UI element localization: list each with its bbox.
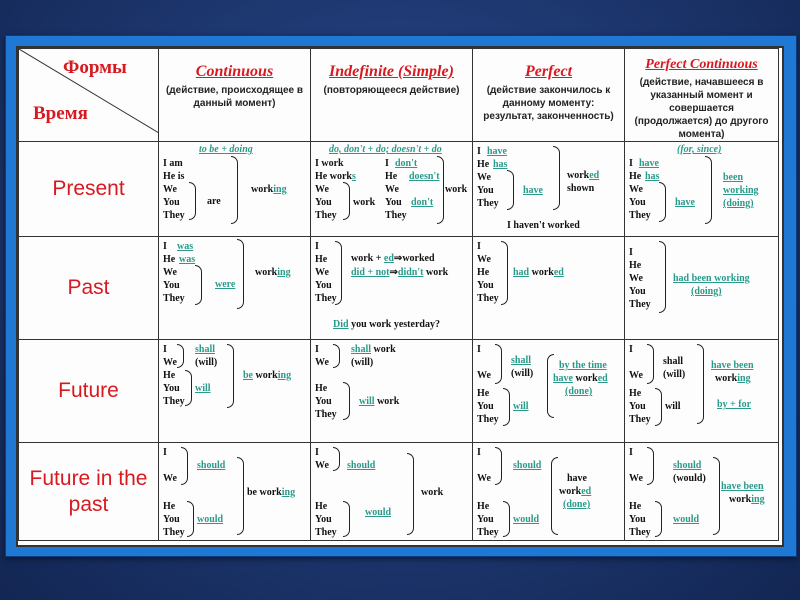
pronoun: He: [629, 501, 642, 512]
aux: will: [513, 401, 529, 412]
cell-future-simple: [311, 340, 473, 443]
cell-past-continuous: [159, 237, 311, 340]
pronoun: They: [315, 293, 337, 304]
verb: [559, 486, 591, 498]
pronoun: We: [477, 254, 491, 265]
time-label: Время: [33, 103, 88, 124]
verb-stem: work: [255, 267, 278, 278]
pronoun: I: [385, 158, 389, 169]
aspect-desc: (действие, начавшееся в указанный момент и совершается (продолжается) до другого момента): [634, 77, 769, 140]
aux: would: [673, 514, 700, 525]
suffix: ed: [553, 267, 564, 278]
header-indefinite: [311, 49, 473, 142]
aux: shall: [511, 355, 532, 366]
suffix: ed: [597, 373, 608, 384]
pronoun: I: [163, 447, 167, 458]
bracket: [553, 146, 560, 210]
pronoun: You: [477, 401, 494, 412]
bracket: [343, 182, 350, 220]
bracket: [547, 354, 554, 418]
aux-alt: (will): [195, 357, 218, 368]
aux: should: [197, 460, 226, 471]
suffix: ing: [277, 370, 292, 381]
verb: [715, 373, 751, 385]
bracket: [237, 457, 244, 535]
aux: would: [365, 507, 392, 518]
pronoun: We: [477, 370, 491, 381]
verb-stem: be work: [247, 487, 282, 498]
participle-alt: (done): [563, 499, 591, 510]
pronoun: They: [629, 414, 651, 425]
verb-stem: work: [559, 486, 582, 497]
verb-phrase: [247, 487, 295, 499]
pronoun: You: [385, 197, 402, 208]
pronoun: We: [477, 172, 491, 183]
pronoun: They: [629, 299, 651, 310]
row-future: [19, 340, 159, 443]
aux-alt: (will): [351, 357, 374, 368]
bracket: [185, 370, 192, 406]
pronoun: He: [629, 388, 642, 399]
verb-phrase: [513, 267, 564, 279]
board-frame: [5, 35, 797, 557]
pronoun: We: [629, 273, 643, 284]
arrow-icon: ⇒: [393, 253, 403, 264]
question-example: [333, 319, 440, 331]
pronoun: He is: [163, 171, 185, 182]
pronoun: They: [315, 527, 337, 538]
bracket: [551, 457, 558, 535]
pronoun: You: [315, 280, 332, 291]
pronoun: They: [163, 396, 185, 407]
verb-stem: work: [531, 267, 554, 278]
pronoun: You: [163, 197, 180, 208]
row-label: Past: [67, 276, 110, 299]
bracket: [343, 382, 350, 420]
pronoun: He: [163, 501, 176, 512]
aux: was: [177, 241, 194, 252]
pronoun: We: [163, 473, 177, 484]
bracket: [705, 156, 712, 224]
verb: shown: [567, 183, 595, 194]
pronoun: We: [315, 460, 329, 471]
aux: will: [359, 396, 375, 407]
pronoun: He: [629, 171, 642, 182]
bracket: [333, 447, 340, 471]
aux: has: [645, 171, 660, 182]
verb-stem: work: [567, 170, 590, 181]
verb: [729, 494, 765, 506]
pronoun: You: [629, 286, 646, 297]
pronoun: They: [163, 527, 185, 538]
aspect-desc: (повторяющееся действие): [323, 85, 460, 96]
bracket: [495, 344, 502, 384]
pronoun: They: [477, 414, 499, 425]
aux: will: [665, 401, 681, 412]
row-present: [19, 142, 159, 237]
aux-neg: doesn't: [409, 171, 440, 182]
pronoun: You: [477, 280, 494, 291]
aspect-desc: (действие закончилось к данному моменту: результат, законченность): [483, 85, 614, 122]
pronoun: We: [315, 267, 329, 278]
header-continuous: [159, 49, 311, 142]
pronoun: They: [315, 210, 337, 221]
bracket: [495, 447, 502, 485]
pronoun: We: [315, 357, 329, 368]
aux: shall: [351, 344, 372, 355]
bracket: [333, 344, 340, 368]
verb: work: [373, 344, 396, 355]
bracket: [659, 182, 666, 222]
cell-past-perfect: [473, 237, 625, 340]
aux: should: [673, 460, 702, 471]
line: I work: [315, 158, 344, 169]
suffix: ing: [737, 373, 751, 384]
tenses-table: [18, 48, 779, 541]
pronoun: I: [477, 146, 481, 157]
bracket: [659, 241, 666, 313]
suffix: ed: [581, 486, 592, 497]
bracket: [177, 344, 184, 368]
pronoun: I: [315, 447, 319, 458]
corner-header: [19, 49, 159, 142]
aux-alt: (will): [663, 369, 686, 380]
bracket: [503, 388, 510, 426]
pronoun: He: [477, 388, 490, 399]
pronoun: We: [163, 357, 177, 368]
aux: have: [675, 197, 695, 208]
verb-phrase: [359, 396, 399, 408]
aux: would: [197, 514, 224, 525]
participle: working: [723, 185, 759, 196]
bracket: [181, 447, 188, 485]
aux-verb: are: [207, 196, 221, 207]
verb-phrase: [243, 370, 291, 382]
verb-phrase: had been working: [673, 273, 750, 284]
participle-alt: (doing): [723, 198, 754, 209]
verb: work: [445, 184, 468, 195]
cell-past-perfect-continuous: [625, 237, 779, 340]
pronoun: You: [629, 197, 646, 208]
row-past: [19, 237, 159, 340]
pronoun: You: [477, 185, 494, 196]
time-marker: by the time: [559, 360, 607, 371]
pronoun: He: [163, 370, 176, 381]
aux: have: [553, 373, 573, 384]
aux: should: [513, 460, 542, 471]
pronoun: You: [163, 280, 180, 291]
rule-text: did + not: [351, 267, 390, 278]
bracket: [227, 344, 234, 408]
verb: work: [353, 197, 376, 208]
bracket: [437, 156, 444, 224]
aux: had: [513, 267, 530, 278]
question-rest: you work yesterday?: [348, 319, 440, 330]
rule-text: work: [425, 267, 449, 278]
aux: shall: [663, 356, 684, 367]
rule-text: work +: [351, 253, 384, 264]
verb-stem: work: [575, 373, 598, 384]
cell-future-perfect: [473, 340, 625, 443]
pronoun: We: [163, 267, 177, 278]
pronoun: You: [477, 514, 494, 525]
rule-text: worked: [402, 253, 435, 264]
aspect-desc: (действие, происходящее в данный момент): [165, 85, 304, 109]
line: [315, 171, 356, 183]
pronoun: He: [629, 260, 642, 271]
pronoun: They: [629, 210, 651, 221]
pronoun: They: [477, 293, 499, 304]
pronoun: They: [477, 527, 499, 538]
cell-fip-simple: [311, 443, 473, 541]
pronoun: I: [629, 247, 633, 258]
rule-text: didn't: [397, 267, 424, 278]
formula: (for, since): [677, 144, 722, 155]
bracket: [647, 447, 654, 485]
pronoun: I am: [163, 158, 183, 169]
suffix: ing: [751, 494, 765, 505]
participle-alt: (done): [565, 386, 593, 397]
aux: has: [493, 159, 508, 170]
bracket: [655, 388, 662, 426]
cell-future-perfect-continuous: [625, 340, 779, 443]
pronoun: I: [163, 241, 167, 252]
cell-fip-perfect-continuous: [625, 443, 779, 541]
aux: was: [179, 254, 196, 265]
forms-label: Формы: [63, 57, 127, 78]
verb-phrase: [553, 373, 608, 385]
question-aux: Did: [333, 319, 349, 330]
aux: will: [195, 383, 211, 394]
verb: [255, 267, 291, 279]
bracket: [189, 182, 196, 220]
row-label: Future in the past: [29, 466, 148, 516]
pronoun: He: [163, 254, 176, 265]
aux: would: [513, 514, 540, 525]
pronoun: I: [629, 158, 633, 169]
verb-stem: work: [255, 370, 278, 381]
bracket: [237, 239, 244, 309]
formula: do, don't + do; doesn't + do: [329, 144, 442, 155]
aspect-name: Indefinite (Simple): [329, 63, 454, 80]
aux: have: [639, 158, 659, 169]
pronoun: We: [629, 473, 643, 484]
pronoun: He: [315, 501, 328, 512]
pronoun: He: [477, 501, 490, 512]
pronoun: We: [477, 473, 491, 484]
pronoun: They: [163, 210, 185, 221]
participle-alt: (doing): [691, 286, 722, 297]
verb-stem: work: [729, 494, 752, 505]
suffix: ed: [589, 170, 600, 181]
be: be: [243, 370, 253, 381]
pronoun: They: [385, 210, 407, 221]
bracket: [335, 241, 342, 305]
rule-line: [351, 267, 448, 279]
pronoun: You: [629, 401, 646, 412]
pronoun: I: [629, 447, 633, 458]
verb-stem: work: [715, 373, 738, 384]
pronoun: They: [315, 409, 337, 420]
been: have been: [721, 481, 764, 492]
suffix: ing: [281, 487, 296, 498]
grammar-table-sheet: [16, 46, 784, 547]
verb-phrase: [351, 344, 396, 356]
aux: have: [487, 146, 507, 157]
bracket: [343, 501, 350, 537]
pronoun: You: [315, 197, 332, 208]
cell-present-simple: [311, 142, 473, 237]
cell-fip-continuous: [159, 443, 311, 541]
aux: shall: [195, 344, 216, 355]
bracket: [713, 457, 720, 535]
bracket: [195, 265, 202, 305]
pronoun: They: [163, 293, 185, 304]
rule-line: [351, 253, 435, 265]
negative-example: I haven't worked: [507, 220, 580, 231]
verb: work: [377, 396, 400, 407]
aux-neg: don't: [395, 158, 418, 169]
bracket: [187, 501, 194, 537]
pronoun: They: [477, 198, 499, 209]
aspect-name: Continuous: [195, 63, 274, 80]
bracket: [407, 453, 414, 535]
pronoun: You: [315, 514, 332, 525]
row-label: Future: [58, 379, 119, 402]
pronoun: I: [477, 344, 481, 355]
cell-present-perfect-continuous: [625, 142, 779, 237]
aux-neg: don't: [411, 197, 434, 208]
pronoun: I: [163, 344, 167, 355]
formula: to be + doing: [199, 144, 253, 155]
pronoun: We: [629, 184, 643, 195]
suffix: ed: [383, 253, 394, 264]
verb: work: [421, 487, 444, 498]
been: have been: [711, 360, 754, 371]
bracket: [697, 344, 704, 424]
suffix: ing: [273, 184, 287, 195]
row-label: Present: [52, 177, 125, 200]
verb: [251, 184, 287, 196]
arrow-icon: ⇒: [389, 267, 398, 278]
cell-past-simple: [311, 237, 473, 340]
suffix: ing: [277, 267, 291, 278]
pronoun: We: [163, 184, 177, 195]
pronoun: You: [629, 514, 646, 525]
header-perfect-continuous: [625, 49, 779, 142]
been: been: [723, 172, 743, 183]
aux: have: [567, 473, 587, 484]
aux-alt: (will): [511, 368, 534, 379]
bracket: [503, 501, 510, 537]
aux: were: [215, 279, 236, 290]
suffix: s: [351, 171, 356, 182]
pronoun: He: [477, 267, 490, 278]
time-marker: by + for: [717, 399, 752, 410]
aspect-name: Perfect Continuous: [645, 57, 758, 72]
pronoun: He: [315, 383, 328, 394]
pronoun: You: [163, 514, 180, 525]
verb-stem: work: [251, 184, 274, 195]
pronoun: He: [385, 171, 398, 182]
pronoun: He: [315, 254, 328, 265]
cell-future-continuous: [159, 340, 311, 443]
cell-present-perfect: [473, 142, 625, 237]
bracket: [501, 241, 508, 305]
pronoun: We: [315, 184, 329, 195]
pronoun: I: [629, 344, 633, 355]
pronoun: We: [385, 184, 399, 195]
aux-alt: (would): [673, 473, 706, 484]
line-text: He work: [315, 171, 352, 182]
cell-fip-perfect: [473, 443, 625, 541]
pronoun: I: [477, 447, 481, 458]
aspect-name: Perfect: [524, 63, 573, 80]
pronoun: They: [629, 527, 651, 538]
bracket: [507, 170, 514, 210]
pronoun: You: [163, 383, 180, 394]
row-future-in-the-past: [19, 443, 159, 541]
verb: [567, 170, 599, 182]
bracket: [655, 501, 662, 537]
pronoun: I: [477, 241, 481, 252]
aux: should: [347, 460, 376, 471]
pronoun: You: [315, 396, 332, 407]
cell-present-continuous: [159, 142, 311, 237]
bracket: [231, 156, 238, 224]
pronoun: I: [315, 241, 319, 252]
header-perfect: [473, 49, 625, 142]
pronoun: He: [477, 159, 490, 170]
aux: have: [523, 185, 543, 196]
bracket: [647, 344, 654, 384]
pronoun: I: [315, 344, 319, 355]
pronoun: We: [629, 370, 643, 381]
